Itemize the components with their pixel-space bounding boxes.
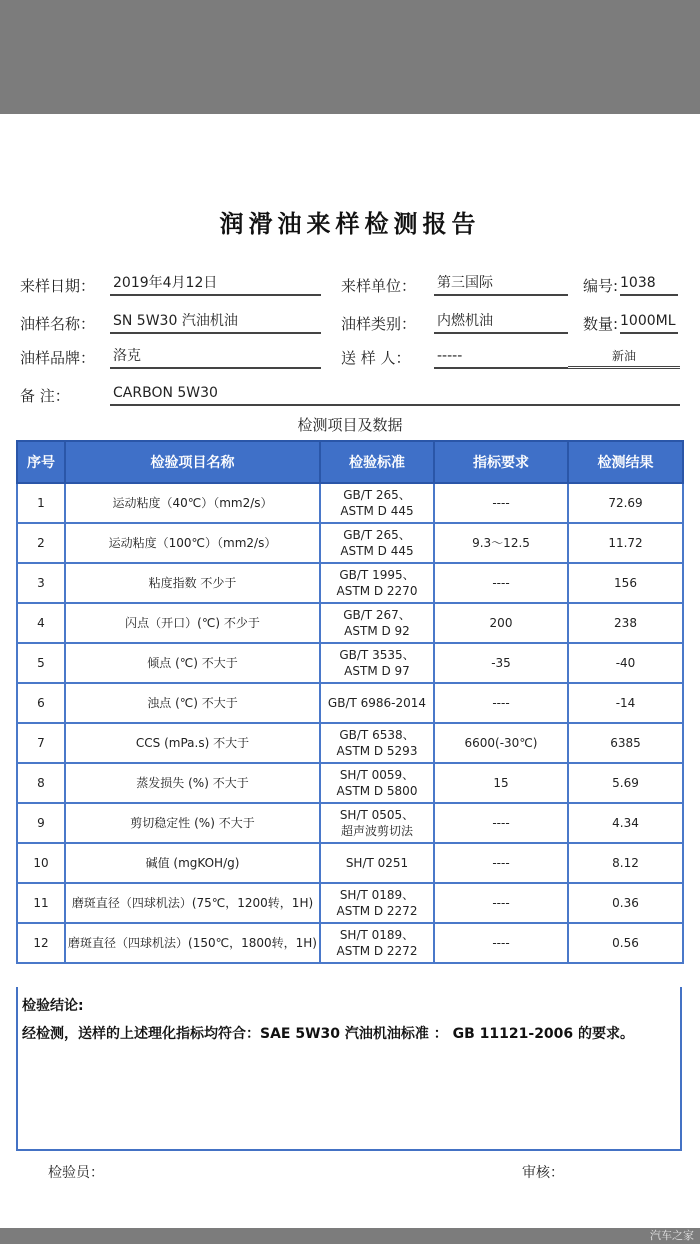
row-item: 粘度指数 不少于 xyxy=(65,563,320,603)
row-standard xyxy=(320,923,434,963)
table-body xyxy=(17,483,683,963)
row-result: 6385 xyxy=(568,723,683,763)
row-result: 5.69 xyxy=(568,763,683,803)
row-requirement: 6600(-30℃) xyxy=(434,723,568,763)
standard-line-1: GB/T 267、 xyxy=(343,608,411,622)
row-item: 运动粘度（40℃）（mm2/s） xyxy=(65,483,320,523)
sample-date-value: 2019年4月12日 xyxy=(110,273,321,296)
row-no: 4 xyxy=(17,603,65,643)
oil-brand-label: 油样品牌： xyxy=(20,349,96,367)
row-item: 倾点 (℃) 不大于 xyxy=(65,643,320,683)
standard-line-2: ASTM D 5293 xyxy=(336,744,418,758)
table-row xyxy=(17,803,683,843)
standard-line-1: SH/T 0251 xyxy=(345,856,409,870)
row-standard xyxy=(320,803,434,843)
sender-value: ----- xyxy=(434,346,568,369)
header-result: 检测结果 xyxy=(568,441,683,483)
row-item: 磨斑直径（四球机法）(75℃，1200转，1H) xyxy=(65,883,320,923)
row-standard xyxy=(320,603,434,643)
row-result: 11.72 xyxy=(568,523,683,563)
row-result: 0.56 xyxy=(568,923,683,963)
table-row xyxy=(17,883,683,923)
row-no: 1 xyxy=(17,483,65,523)
number-label: 编号: xyxy=(583,277,619,295)
standard-line-2: ASTM D 2272 xyxy=(336,904,418,918)
oil-name-value: SN 5W30 汽油机油 xyxy=(110,311,321,334)
row-standard xyxy=(320,683,434,723)
table-row xyxy=(17,603,683,643)
row-requirement: ---- xyxy=(434,803,568,843)
row-no: 10 xyxy=(17,843,65,883)
sample-unit-label: 来样单位： xyxy=(341,277,417,295)
table-row xyxy=(17,763,683,803)
row-no: 3 xyxy=(17,563,65,603)
conclusion-label: 检验结论: xyxy=(22,998,84,1014)
row-no: 6 xyxy=(17,683,65,723)
oil-condition-value: 新油 xyxy=(568,346,680,369)
sample-date-label: 来样日期： xyxy=(20,277,96,295)
standard-line-2: 超声波剪切法 xyxy=(340,824,413,838)
row-standard xyxy=(320,643,434,683)
row-item: 碱值 (mgKOH/g) xyxy=(65,843,320,883)
row-no: 2 xyxy=(17,523,65,563)
row-result: 0.36 xyxy=(568,883,683,923)
standard-line-1: GB/T 6986-2014 xyxy=(327,696,427,710)
row-standard xyxy=(320,523,434,563)
row-requirement: ---- xyxy=(434,563,568,603)
standard-line-2: ASTM D 445 xyxy=(340,504,414,518)
row-no: 12 xyxy=(17,923,65,963)
row-item: 蒸发损失 (%) 不大于 xyxy=(65,763,320,803)
row-requirement: 15 xyxy=(434,763,568,803)
standard-line-2: ASTM D 97 xyxy=(344,664,410,678)
standard-line-1: GB/T 265、 xyxy=(343,528,411,542)
standard-line-1: GB/T 6538、 xyxy=(339,728,415,742)
oil-category-label: 油样类别： xyxy=(341,315,417,333)
test-results-table xyxy=(16,440,684,964)
conclusion-text: 经检测，送样的上述理化指标均符合：SAE 5W30 汽油机油标准 ： GB 11121-2006 的要求。 xyxy=(22,1026,635,1042)
standard-line-1: SH/T 0189、 xyxy=(339,888,415,902)
table-row xyxy=(17,723,683,763)
standard-line-1: GB/T 3535、 xyxy=(339,648,415,662)
row-result: 4.34 xyxy=(568,803,683,843)
standard-line-2: ASTM D 5800 xyxy=(336,784,418,798)
row-result: 156 xyxy=(568,563,683,603)
sender-label: 送 样 人： xyxy=(341,349,411,367)
reviewer-label: 审核： xyxy=(522,1165,564,1181)
row-item: 剪切稳定性 (%) 不大于 xyxy=(65,803,320,843)
table-row xyxy=(17,843,683,883)
row-requirement: ---- xyxy=(434,923,568,963)
row-result: 8.12 xyxy=(568,843,683,883)
header-item: 检验项目名称 xyxy=(65,441,320,483)
header-standard: 检验标准 xyxy=(320,441,434,483)
row-no: 5 xyxy=(17,643,65,683)
standard-line-1: GB/T 1995、 xyxy=(339,568,415,582)
header-no: 序号 xyxy=(17,441,65,483)
row-requirement: ---- xyxy=(434,683,568,723)
row-standard xyxy=(320,563,434,603)
standard-line-1: GB/T 265、 xyxy=(343,488,411,502)
remark-label: 备 注： xyxy=(20,387,70,405)
number-value: 1038 xyxy=(620,273,678,296)
quantity-label: 数量: xyxy=(583,315,619,333)
standard-line-2: ASTM D 2272 xyxy=(336,944,418,958)
standard-line-2: ASTM D 92 xyxy=(344,624,410,638)
row-requirement: ---- xyxy=(434,483,568,523)
standard-line-2: ASTM D 2270 xyxy=(336,584,418,598)
row-requirement: 9.3～12.5 xyxy=(434,523,568,563)
row-item: 浊点 (℃) 不大于 xyxy=(65,683,320,723)
table-header-row xyxy=(17,441,683,483)
inspector-label: 检验员： xyxy=(48,1165,104,1181)
remark-value: CARBON 5W30 xyxy=(110,383,680,406)
table-row xyxy=(17,483,683,523)
row-requirement: ---- xyxy=(434,843,568,883)
row-result: -14 xyxy=(568,683,683,723)
oil-brand-value: 洛克 xyxy=(110,346,321,369)
bottom-gray-bar xyxy=(0,1228,700,1244)
standard-line-1: SH/T 0189、 xyxy=(339,928,415,942)
row-result: 238 xyxy=(568,603,683,643)
table-row xyxy=(17,643,683,683)
row-no: 9 xyxy=(17,803,65,843)
table-row xyxy=(17,523,683,563)
table-row xyxy=(17,923,683,963)
watermark: 汽车之家 xyxy=(650,1229,694,1242)
header-requirement: 指标要求 xyxy=(434,441,568,483)
oil-name-label: 油样名称： xyxy=(20,315,96,333)
row-requirement: -35 xyxy=(434,643,568,683)
row-requirement: 200 xyxy=(434,603,568,643)
conclusion-box xyxy=(16,987,682,1151)
row-standard xyxy=(320,883,434,923)
row-standard xyxy=(320,723,434,763)
top-gray-bar xyxy=(0,0,700,114)
row-standard xyxy=(320,483,434,523)
row-item: CCS (mPa.s) 不大于 xyxy=(65,723,320,763)
row-result: 72.69 xyxy=(568,483,683,523)
row-standard xyxy=(320,843,434,883)
row-requirement: ---- xyxy=(434,883,568,923)
standard-line-1: SH/T 0505、 xyxy=(339,808,415,822)
report-title: 润滑油来样检测报告 xyxy=(219,209,481,238)
row-result: -40 xyxy=(568,643,683,683)
row-item: 运动粘度（100℃）（mm2/s） xyxy=(65,523,320,563)
row-no: 11 xyxy=(17,883,65,923)
row-item: 磨斑直径（四球机法）(150℃，1800转，1H) xyxy=(65,923,320,963)
quantity-value: 1000ML xyxy=(620,311,678,334)
section-title: 检测项目及数据 xyxy=(297,416,403,434)
standard-line-2: ASTM D 445 xyxy=(340,544,414,558)
table-row xyxy=(17,683,683,723)
table-row xyxy=(17,563,683,603)
row-no: 7 xyxy=(17,723,65,763)
row-item: 闪点（开口）(℃) 不少于 xyxy=(65,603,320,643)
row-standard xyxy=(320,763,434,803)
row-no: 8 xyxy=(17,763,65,803)
sample-unit-value: 第三国际 xyxy=(434,273,568,296)
oil-category-value: 内燃机油 xyxy=(434,311,568,334)
standard-line-1: SH/T 0059、 xyxy=(339,768,415,782)
